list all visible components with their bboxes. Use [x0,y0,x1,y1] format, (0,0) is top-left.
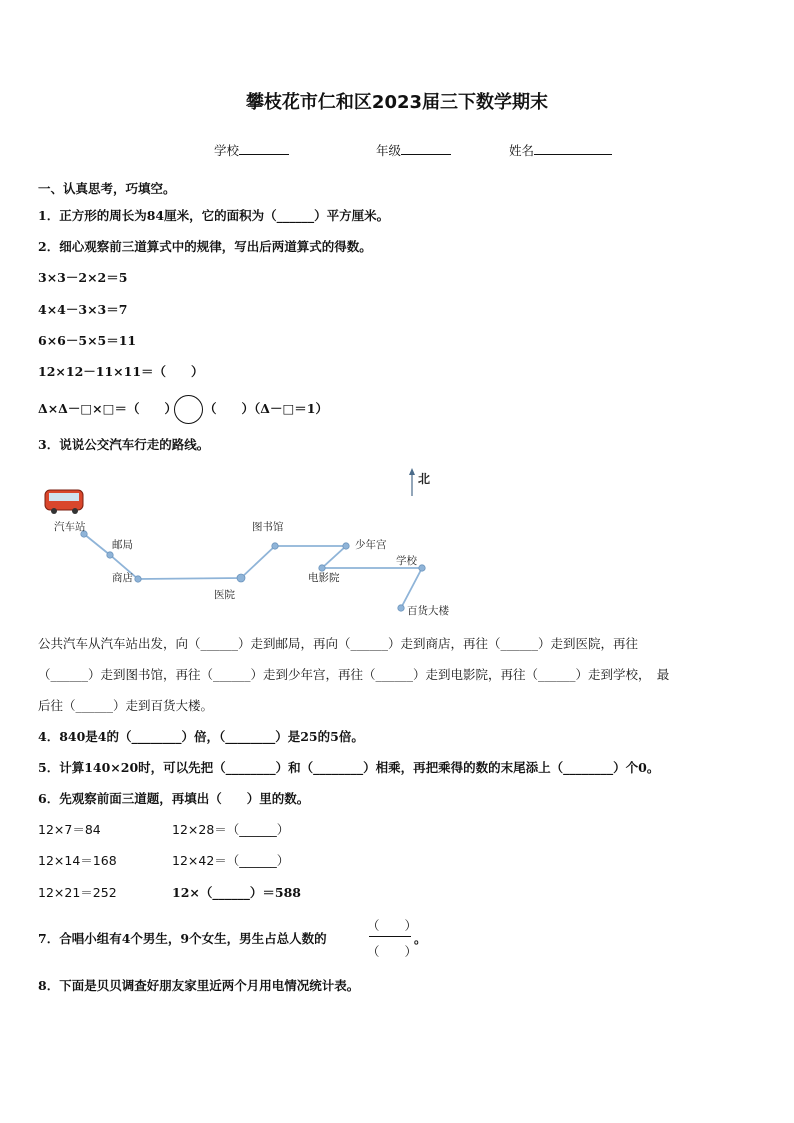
stop-dot [419,565,425,571]
equation-line: 4×4－3×3＝7 [38,302,128,317]
fraction-numerator: （ ） [367,918,418,933]
equation-line: 6×6－5×5＝11 [38,333,137,348]
stop-school: 学校 [396,555,417,567]
question-7: 7．合唱小组有4个男生，9个女生，男生占总人数的 [38,931,327,946]
grade-label: 年级 [376,143,402,158]
stop-dot [107,552,113,558]
stop-hospital: 医院 [214,589,235,601]
stop-dot [398,605,404,611]
question-6-stem: 6．先观察前面三道题，再填出（ ）里的数。 [38,791,310,806]
route-text-line: 公共汽车从汽车站出发，向（______）走到邮局，再向（______）走到商店，再往（______）走到医院，再往 [38,636,639,651]
equation-left: 12×7＝84 [38,822,101,837]
stop-shop: 商店 [112,572,133,584]
route-text-line: （______）走到图书馆，再往（______）走到少年宫，再往（______）走到电影院，再往（______）走到学校， 最 [38,667,670,682]
stop-bus-station: 汽车站 [54,521,86,533]
equation-left: 12×14＝168 [38,853,117,868]
operator-circle-blank[interactable] [174,395,203,424]
stop-post-office: 邮局 [112,539,133,551]
question-1: 1．正方形的周长为84厘米，它的面积为（______）平方厘米。 [38,208,390,223]
equation-left: 12×21＝252 [38,885,117,900]
name-blank[interactable] [534,141,612,155]
stop-dot [272,543,278,549]
stop-department-store: 百货大楼 [407,605,449,617]
question-4: 4．840是4的（________）倍，（________）是25的5倍。 [38,729,364,744]
grade-field [376,141,451,159]
equation-line: 3×3－2×2＝5 [38,270,128,285]
question-8: 8．下面是贝贝调查好朋友家里近两个月用电情况统计表。 [38,978,360,993]
fraction-denominator: （ ） [367,944,418,959]
stop-dot [343,543,349,549]
north-arrow-icon [409,468,415,496]
question-5: 5．计算140×20时，可以先把（________）和（________）相乘，再把乘得的数的末尾添上（________）个0。 [38,760,660,775]
question-7-tail: 。 [414,931,427,946]
equation-line: 12×12－11×11＝（ ） [38,364,204,379]
stop-dot [237,574,245,582]
equation-right: 12×（______）＝588 [172,885,301,900]
fraction-bar [369,936,411,937]
section-heading: 一、认真思考，巧填空。 [38,181,176,196]
route-text-line: 后往（______）走到百货大楼。 [38,698,214,713]
north-label: 北 [418,472,431,486]
stop-cinema: 电影院 [308,572,340,584]
school-field [214,141,289,159]
equation-right: 12×42＝（______） [172,853,290,868]
equation-line-symbolic-tail: （ ）（Δ－□＝1） [204,401,328,416]
stop-dot [135,576,141,582]
question-2-stem: 2．细心观察前三道算式中的规律，写出后两道算式的得数。 [38,239,372,254]
fraction-blank[interactable] [367,916,418,960]
school-label: 学校 [214,143,240,158]
stop-library: 图书馆 [252,521,284,533]
equation-right: 12×28＝（______） [172,822,290,837]
school-blank[interactable] [239,141,289,155]
name-field [509,141,612,159]
page-title: 攀枝花市仁和区2023届三下数学期末 [245,92,549,113]
stop-youth-palace: 少年宫 [355,539,387,551]
question-3-stem: 3．说说公交汽车行走的路线。 [38,437,210,452]
grade-blank[interactable] [401,141,451,155]
bus-icon [45,490,83,514]
equation-line-symbolic: Δ×Δ－□×□＝（ ） [38,401,177,416]
name-label: 姓名 [509,143,535,158]
